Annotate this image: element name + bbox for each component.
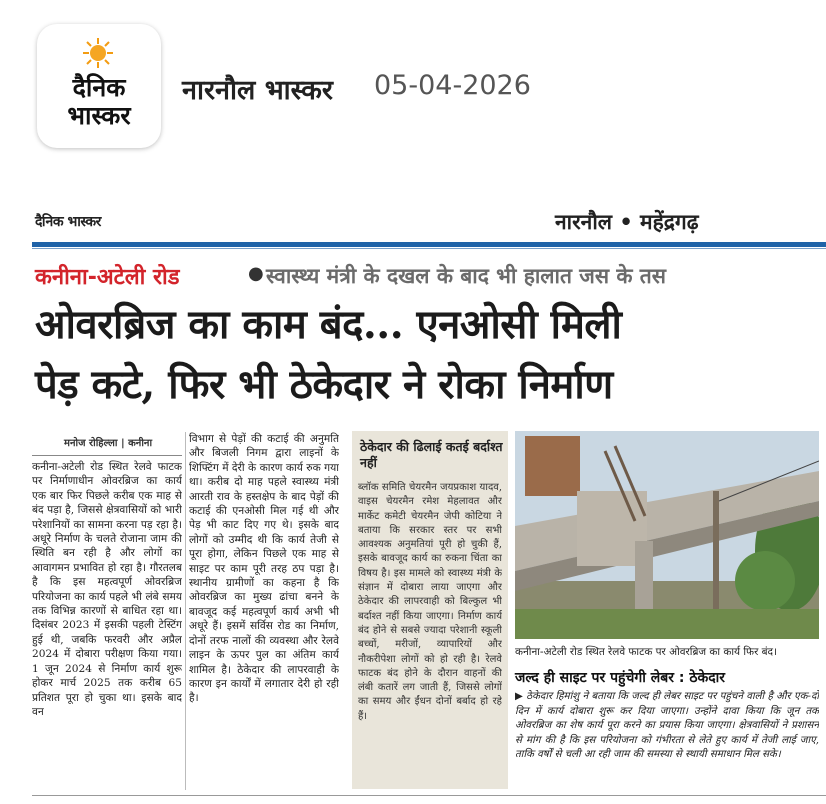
byline-rule [32, 455, 182, 456]
app-logo[interactable] [37, 24, 161, 148]
overbridge-photo [515, 431, 819, 639]
article-kicker: कनीना-अटेली रोड [35, 265, 180, 290]
byline: मनोज रोहिल्ला | कनीना [64, 438, 153, 449]
section-title: नारनौल • महेंद्रगढ़ [555, 210, 699, 234]
sun-icon [83, 38, 113, 68]
sub-headline: जल्द ही साइट पर पहुंचेगी लेबर : ठेकेदार [515, 670, 725, 686]
paper-masthead: दैनिक भास्कर [35, 214, 101, 230]
photo-caption: कनीना-अटेली रोड स्थित रेलवे फाटक पर ओवरब्रिज का कार्य फिर बंद। [515, 646, 778, 658]
sidebar-box-text: ब्लॉक समिति चेयरमैन जयप्रकाश यादव, वाइस चेयरमैन रमेश मेहलावत और मार्केट कमेटी चेयरमैन जेपी कोटिया ने बताया कि सरकार स्तर पर सभी आवश्यक अनुमतियां पूरी हो चुकी हैं, इसके बावजूद कार्य का रुकना चिंता का विषय है। इस मामले को स्वास्थ्य मंत्री के संज्ञान में दोबारा लाया जाएगा और ठेकेदार की लापरवाही को बिल्कुल भी बर्दाश्त नहीं किया जाएगा। निर्माण कार्य बंद होने से सबसे ज्यादा परेशानी स्कूली बच्चों, मरीजों, व्यापारियों और नौकरीपेशा लोगों को हो रही है। रेलवे फाटक बंद होने के दौरान वाहनों की लंबी कतारें लग जाती हैं, जिससे लोगों का समय और ईंधन दोनों बर्बाद हो रहे हैं। [358, 482, 502, 722]
bullet-icon: ● [248, 263, 264, 284]
sidebar-box [352, 431, 508, 789]
page-bottom-rule [32, 795, 826, 796]
sidebar-box-title: ठेकेदार की ढिलाई कतई बर्दाश्त नहीं [360, 439, 503, 470]
article-subkicker: स्वास्थ्य मंत्री के दखल के बाद भी हालात जस के तस [266, 264, 666, 288]
headline-line-2: पेड़ कटे, फिर भी ठेकेदार ने रोका निर्माण [35, 361, 613, 408]
edition-date: 05-04-2026 [374, 70, 531, 101]
article-column-2: विभाग से पेड़ों की कटाई की अनुमति और बिजली निगम द्वारा लाइनों के शिफ्टिंग में देरी के कारण कार्य रुक गया था। करीब दो माह पहले स्वास्थ्य मंत्री आरती राव के हस्तक्षेप के बाद पेड़ों की कटाई की एनओसी मिल गई थी और पेड़ भी काट दिए गए थे। इसके बाद लोगों को उम्मीद थी कि कार्य तेजी से पूरा होगा, लेकिन पिछले एक माह से साइट पर काम पूरी तरह ठप पड़ा है। स्थानीय ग्रामीणों का कहना है कि ओवरब्रिज का मुख्य ढांचा बनने के बावजूद कई महत्वपूर्ण कार्य अभी भी अधूरे हैं। इसमें सर्विस रोड का निर्माण, दोनों तरफ नालों की व्यवस्था और रेलवे लाइन के ऊपर पुल का अंतिम कार्य शामिल है। ठेकेदार की लापरवाही के कारण इन कार्यों में लगातार देरी हो रही है। [189, 433, 339, 705]
sub-article-text: ▶ ठेकेदार हिमांशु ने बताया कि जल्द ही लेबर साइट पर पहुंचने वाली है और एक-दो दिन में कार्य दोबारा शुरू कर दिया जाएगा। उन्होंने दावा किया कि जून तक ओवरब्रिज का शेष कार्य पूरा करने का प्रयास किया जाएगा। क्षेत्रवासियों ने प्रशासन से मांग की है कि इस परियोजना को गंभीरता से लेते हुए कार्य में तेजी लाई जाए, ताकि वर्षों से चली आ रही जाम की समस्या से स्थायी समाधान मिल सके। [515, 691, 819, 761]
section-rule-thin [32, 248, 826, 249]
overbridge-illustration [515, 431, 819, 639]
article-column-1: कनीना-अटेली रोड स्थित रेलवे फाटक पर निर्माणाधीन ओवरब्रिज का कार्य एक बार फिर पिछले करीब एक माह से बंद पड़ा है, जिससे क्षेत्रवासियों को भारी परेशानियों का सामना करना पड़ रहा है। अधूरे निर्माण के चलते रोजाना जाम की स्थिति बन रही है और लोगों का आवागमन प्रभावित हो रहा है। गौरतलब है कि इस महत्वपूर्ण ओवरब्रिज परियोजना का कार्य पहले भी लंबे समय तक विभिन्न कारणों से बाधित रहा था। दिसंबर 2023 में इसकी पहली टेस्टिंग हुई थी, जबकि फरवरी और अप्रैल 2024 में दोबारा परीक्षण किया गया। 1 जून 2024 से निर्माण कार्य शुरू होकर मार्च 2025 तक करीब 65 प्रतिशत पूरा हो चुका था। इसके बाद वन [32, 461, 182, 718]
section-rule [32, 242, 826, 247]
headline-line-1: ओवरब्रिज का काम बंद... एनओसी मिली [35, 301, 622, 348]
publication-name: नारनौल भास्कर [182, 75, 333, 106]
column-divider [185, 432, 186, 790]
logo-text: दैनिक भास्कर [67, 73, 131, 130]
